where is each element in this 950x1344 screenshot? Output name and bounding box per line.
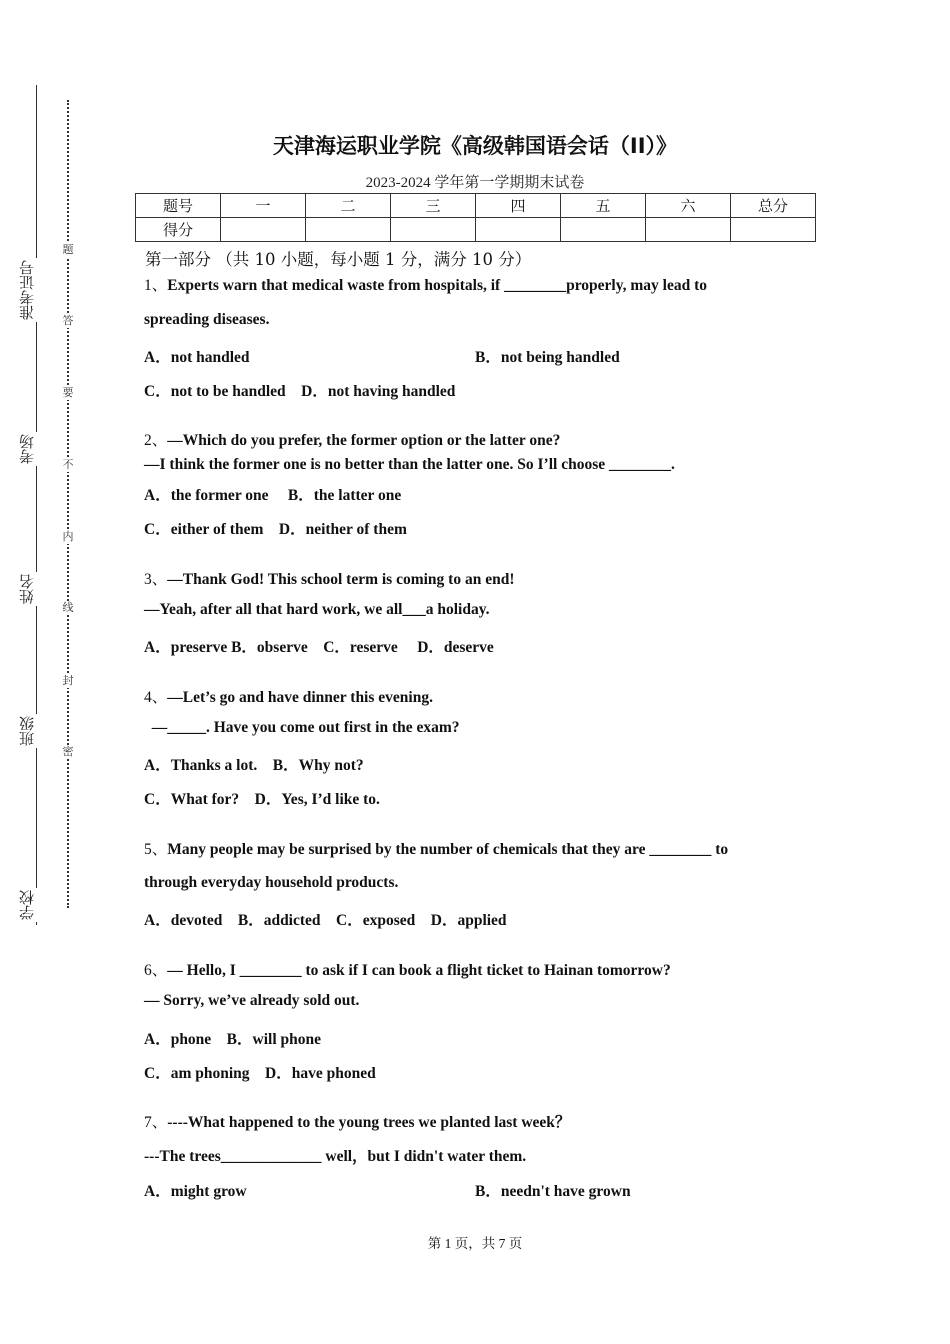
score-blank — [561, 218, 646, 242]
option-a-b: A．phone B．will phone — [144, 1031, 322, 1048]
label-name: 姓名 — [16, 572, 46, 606]
seal-char: 不 — [60, 458, 76, 472]
seal-char: 要 — [60, 386, 76, 400]
binding-margin — [0, 0, 120, 1344]
score-cell: 题号 — [136, 194, 221, 218]
question-text: —Which do you prefer, the former option or the latter one? — [167, 432, 561, 449]
question-text: —Thank God! This school term is coming to an end! — [167, 571, 515, 588]
question-text: — Hello, I ________ to ask if I can book a flight ticket to Hainan tomorrow? — [167, 962, 671, 979]
seal-char: 内 — [60, 530, 76, 544]
question-4-stem — [144, 685, 433, 707]
question-text: —Let’s go and have dinner this evening. — [167, 689, 433, 706]
options: A．devoted B．addicted C．exposed D．applied — [144, 912, 507, 929]
option-a-b: A．Thanks a lot. B．Why not? — [144, 757, 364, 774]
score-cell: 得分 — [136, 218, 221, 242]
seal-char: 答 — [60, 314, 76, 328]
question-4-stem-cont: —_____. Have you come out first in the exam? — [144, 719, 460, 736]
question-number: 7、 — [144, 1114, 168, 1131]
seal-char: 题 — [60, 243, 76, 257]
question-5-stem — [144, 837, 728, 859]
binding-dotted-line — [67, 100, 69, 908]
score-table — [135, 193, 816, 242]
seal-char: 线 — [60, 601, 76, 615]
question-6-stem — [144, 958, 671, 980]
option-c-d: C．am phoning D．have phoned — [144, 1065, 376, 1082]
seal-char: 密 — [60, 745, 76, 759]
seal-char: 封 — [60, 674, 76, 688]
question-2-stem — [144, 428, 560, 450]
option-c-d: C．not to be handled D．not having handled — [144, 383, 456, 400]
label-exam-room: 考场 — [16, 432, 46, 466]
question-1-stem — [144, 273, 707, 295]
question-1-stem-cont: spreading diseases. — [144, 311, 270, 328]
question-number: 2、 — [144, 432, 168, 449]
question-7-stem — [144, 1110, 570, 1132]
question-number: 6、 — [144, 962, 168, 979]
option-c-d: C．either of them D．neither of them — [144, 521, 407, 538]
score-table-header-row — [136, 194, 816, 218]
question-2-stem-cont: —I think the former one is no better than the latter one. So I’ll choose ________. — [144, 456, 675, 473]
question-number: 4、 — [144, 689, 168, 706]
question-7-stem-cont: ---The trees_____________ well，but I didn't water them. — [144, 1148, 527, 1165]
question-3-stem-cont: —Yeah, after all that hard work, we all___a holiday. — [144, 601, 490, 618]
option-c-d: C．What for? D．Yes, I’d like to. — [144, 791, 380, 808]
score-cell: 三 — [391, 194, 476, 218]
label-school: 学校 — [16, 888, 46, 922]
score-blank — [476, 218, 561, 242]
options: A．preserve B．observe C．reserve D．deserve — [144, 639, 494, 656]
page-footer: 第 1 页，共 7 页 — [427, 1236, 523, 1251]
label-class: 班级 — [16, 714, 46, 748]
question-6-stem-cont: — Sorry, we’ve already sold out. — [144, 992, 360, 1009]
option-b: B．needn't have grown — [475, 1183, 631, 1200]
score-blank — [646, 218, 731, 242]
score-cell: 四 — [476, 194, 561, 218]
question-text: Many people may be surprised by the number of chemicals that they are ________ to — [167, 841, 729, 858]
option-b: B．not being handled — [475, 349, 620, 366]
option-a-b: A．the former one B．the latter one — [144, 487, 402, 504]
question-5-stem-cont: through everyday household products. — [144, 874, 399, 891]
score-cell: 总分 — [731, 194, 816, 218]
score-cell: 二 — [306, 194, 391, 218]
score-blank — [391, 218, 476, 242]
question-number: 5、 — [144, 841, 168, 858]
question-text: ----What happened to the young trees we planted last week？ — [167, 1114, 571, 1131]
score-blank — [221, 218, 306, 242]
question-text: Experts warn that medical waste from hospitals, if ________properly, may lead to — [167, 277, 708, 294]
section-heading: 第一部分 （共 10 小题，每小题 1 分，满分 10 分） — [145, 250, 532, 269]
exam-title: 天津海运职业学院《高级韩国语会话（II）》 — [272, 134, 678, 158]
binding-solid-line — [36, 85, 37, 925]
score-cell: 五 — [561, 194, 646, 218]
score-blank — [731, 218, 816, 242]
score-blank — [306, 218, 391, 242]
score-cell: 一 — [221, 194, 306, 218]
question-3-stem — [144, 567, 515, 589]
score-cell: 六 — [646, 194, 731, 218]
exam-subtitle: 2023-2024 学年第一学期期末试卷 — [365, 175, 585, 191]
question-number: 3、 — [144, 571, 168, 588]
score-table-score-row — [136, 218, 816, 242]
label-exam-number: 准考证号 — [16, 258, 46, 322]
option-a: A．not handled — [144, 349, 250, 366]
option-a: A．might grow — [144, 1183, 247, 1200]
question-number: 1、 — [144, 277, 168, 294]
